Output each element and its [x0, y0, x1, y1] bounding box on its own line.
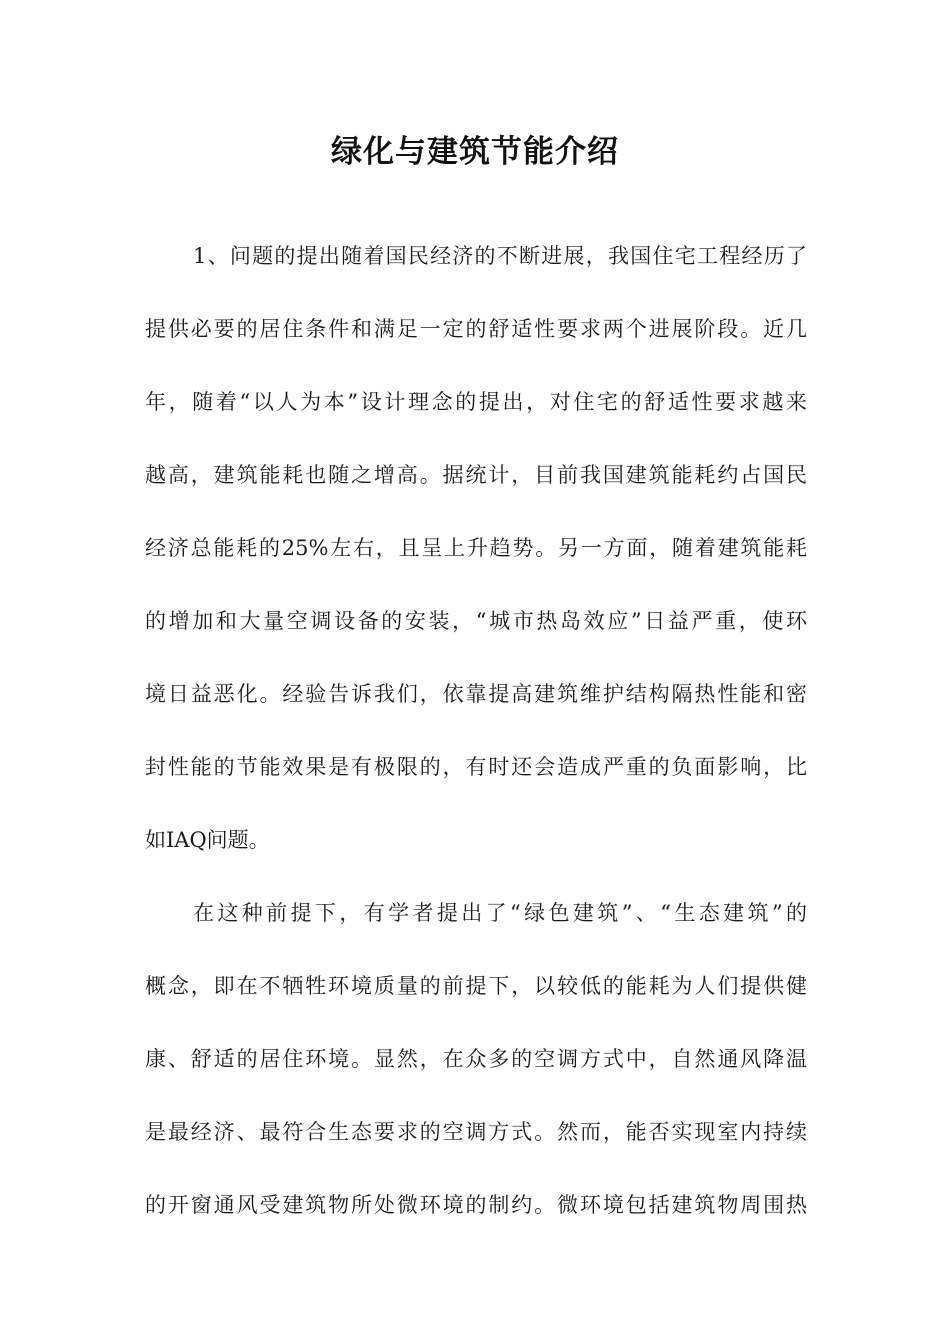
- paragraph-line: 年，随着“以人为本”设计理念的提出，对住宅的舒适性要求越来: [145, 390, 807, 414]
- paragraph-line: 如IAQ问题。: [145, 828, 270, 852]
- paragraph-line: 经济总能耗的25%左右，且呈上升趋势。另一方面，随着建筑能耗: [145, 536, 807, 560]
- paragraph-line: 是最经济、最符合生态要求的空调方式。然而，能否实现室内持续: [145, 1120, 807, 1144]
- paragraph-line: 境日益恶化。经验告诉我们，依靠提高建筑维护结构隔热性能和密: [145, 682, 807, 706]
- paragraph-line: 提供必要的居住条件和满足一定的舒适性要求两个进展阶段。近几: [145, 317, 807, 341]
- paragraph-line: 康、舒适的居住环境。显然，在众多的空调方式中，自然通风降温: [145, 1047, 807, 1071]
- paragraph-line: 概念，即在不牺牲环境质量的前提下，以较低的能耗为人们提供健: [145, 974, 807, 998]
- paragraph-line: 封性能的节能效果是有极限的，有时还会造成严重的负面影响，比: [145, 755, 807, 779]
- paragraph-line: 的增加和大量空调设备的安装，“城市热岛效应”日益严重，使环: [145, 609, 807, 633]
- paragraph-line: 在这种前提下，有学者提出了“绿色建筑”、“生态建筑”的: [193, 901, 807, 925]
- document-title: 绿化与建筑节能介绍: [331, 134, 619, 170]
- paragraph-line: 1、问题的提出随着国民经济的不断进展，我国住宅工程经历了: [193, 244, 807, 268]
- paragraph-line: 越高，建筑能耗也随之增高。据统计，目前我国建筑能耗约占国民: [145, 463, 807, 487]
- paragraph-line: 的开窗通风受建筑物所处微环境的制约。微环境包括建筑物周围热: [145, 1193, 807, 1217]
